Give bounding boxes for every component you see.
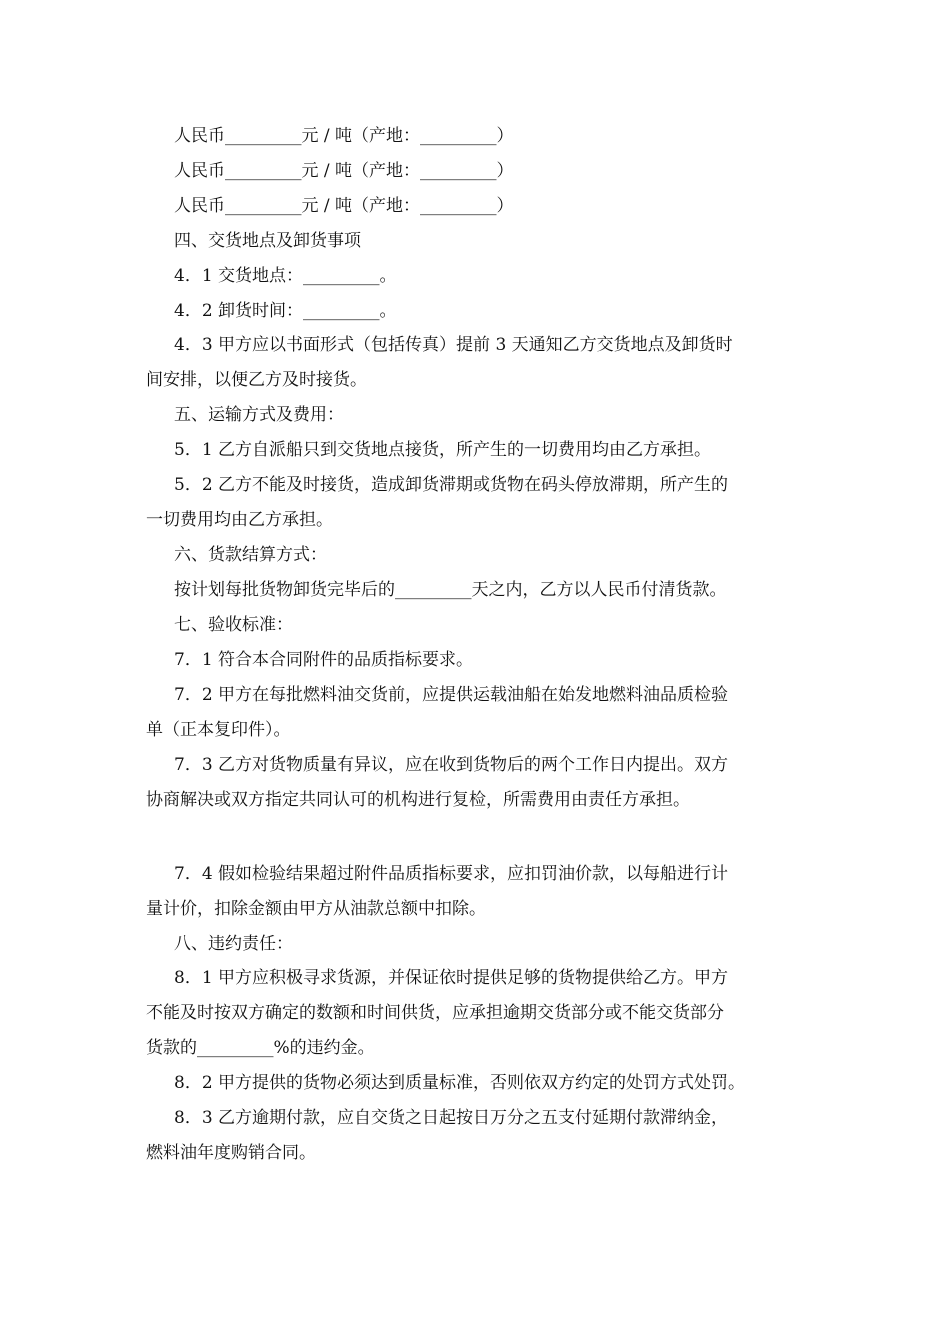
clause-8-1-line-1: 8．1 甲方应积极寻求货源，并保证依时提供足够的货物提供给乙方。甲方 [174,968,729,988]
clause-4-2: 4．2 卸货时间：_________。 [174,301,397,321]
clause-7-2-line-1: 7．2 甲方在每批燃料油交货前，应提供运载油船在始发地燃料油品质检验 [174,685,729,705]
price-line-2: 人民币_________元 / 吨（产地：_________） [174,161,514,181]
clause-8-3-line-2: 燃料油年度购销合同。 [146,1143,316,1163]
clause-7-3-line-1: 7．3 乙方对货物质量有异议，应在收到货物后的两个工作日内提出。双方 [174,755,729,775]
clause-5-2-line-2: 一切费用均由乙方承担。 [146,510,333,530]
clause-8-1-line-3: 货款的_________%的违约金。 [146,1038,375,1058]
section-4-heading: 四、交货地点及卸货事项 [174,231,361,251]
section-5-heading: 五、运输方式及费用： [174,405,344,425]
clause-8-3-line-1: 8．3 乙方逾期付款，应自交货之日起按日万分之五支付延期付款滞纳金， [174,1108,729,1128]
section-6-heading: 六、货款结算方式： [174,545,327,565]
price-line-1: 人民币_________元 / 吨（产地：_________） [174,126,514,146]
clause-7-4-line-2: 量计价，扣除金额由甲方从油款总额中扣除。 [146,899,486,919]
clause-4-3-line-1: 4．3 甲方应以书面形式（包括传真）提前 3 天通知乙方交货地点及卸货时 [174,335,733,355]
clause-8-2: 8．2 甲方提供的货物必须达到质量标准，否则依双方约定的处罚方式处罚。 [174,1073,746,1093]
clause-7-4-line-1: 7．4 假如检验结果超过附件品质指标要求，应扣罚油价款，以每船进行计 [174,864,729,884]
clause-5-2-line-1: 5．2 乙方不能及时接货，造成卸货滞期或货物在码头停放滞期，所产生的 [174,475,729,495]
clause-7-2-line-2: 单（正本复印件）。 [146,720,291,740]
clause-7-1: 7．1 符合本合同附件的品质指标要求。 [174,650,474,670]
payment-terms: 按计划每批货物卸货完毕后的_________天之内，乙方以人民币付清货款。 [174,580,727,600]
section-8-heading: 八、违约责任： [174,934,293,954]
section-7-heading: 七、验收标准： [174,615,293,635]
clause-4-1: 4．1 交货地点：_________。 [174,266,397,286]
price-line-3: 人民币_________元 / 吨（产地：_________） [174,196,514,216]
clause-7-3-line-2: 协商解决或双方指定共同认可的机构进行复检，所需费用由责任方承担。 [146,790,690,810]
clause-8-1-line-2: 不能及时按双方确定的数额和时间供货，应承担逾期交货部分或不能交货部分 [146,1003,724,1023]
clause-5-1: 5．1 乙方自派船只到交货地点接货，所产生的一切费用均由乙方承担。 [174,440,712,460]
clause-4-3-line-2: 间安排，以便乙方及时接货。 [146,370,367,390]
